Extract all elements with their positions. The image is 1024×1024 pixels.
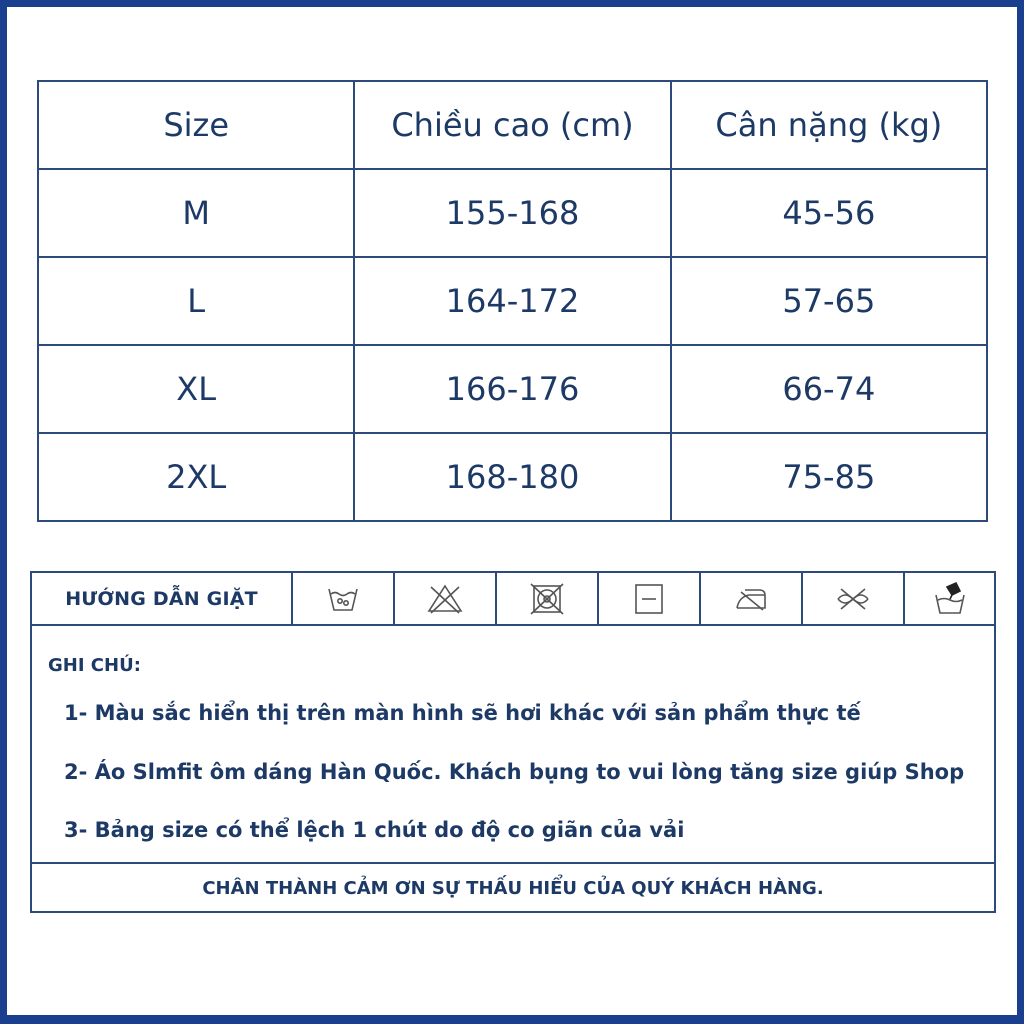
weight-cell: 66-74 (671, 345, 987, 433)
header-weight: Cân nặng (kg) (671, 81, 987, 169)
size-cell: L (38, 257, 354, 345)
height-cell: 166-176 (354, 345, 670, 433)
table-row (38, 345, 987, 433)
thanks-message: CHÂN THÀNH CẢM ƠN SỰ THẤU HIỂU CỦA QUÝ KHÁCH HÀNG. (32, 862, 994, 913)
no-dry-clean-icon (803, 573, 905, 624)
notes-title: GHI CHÚ: (48, 655, 141, 676)
weight-cell: 45-56 (671, 169, 987, 257)
table-header-row (38, 81, 987, 169)
table-row (38, 169, 987, 257)
hand-wash-icon (293, 573, 395, 624)
washing-instructions-box (30, 571, 996, 913)
height-cell: 164-172 (354, 257, 670, 345)
no-tumble-dry-icon (497, 573, 599, 624)
height-cell: 155-168 (354, 169, 670, 257)
size-table (37, 80, 988, 522)
washing-row (32, 573, 994, 626)
no-bleach-icon (395, 573, 497, 624)
low-iron-icon (701, 573, 803, 624)
table-row (38, 257, 987, 345)
wash-separately-icon (905, 573, 994, 624)
washing-title: HƯỚNG DẪN GIẶT (32, 573, 293, 624)
height-cell: 168-180 (354, 433, 670, 521)
note-item: 2- Áo Slmfit ôm dáng Hàn Quốc. Khách bụng to vui lòng tăng size giúp Shop (64, 760, 965, 784)
weight-cell: 57-65 (671, 257, 987, 345)
weight-cell: 75-85 (671, 433, 987, 521)
size-cell: 2XL (38, 433, 354, 521)
note-item: 1- Màu sắc hiển thị trên màn hình sẽ hơi khác với sản phẩm thực tế (64, 701, 861, 725)
size-cell: XL (38, 345, 354, 433)
flat-dry-icon (599, 573, 701, 624)
note-item: 3- Bảng size có thể lệch 1 chút do độ co giãn của vải (64, 818, 685, 842)
size-cell: M (38, 169, 354, 257)
header-height: Chiều cao (cm) (354, 81, 670, 169)
table-row (38, 433, 987, 521)
header-size: Size (38, 81, 354, 169)
